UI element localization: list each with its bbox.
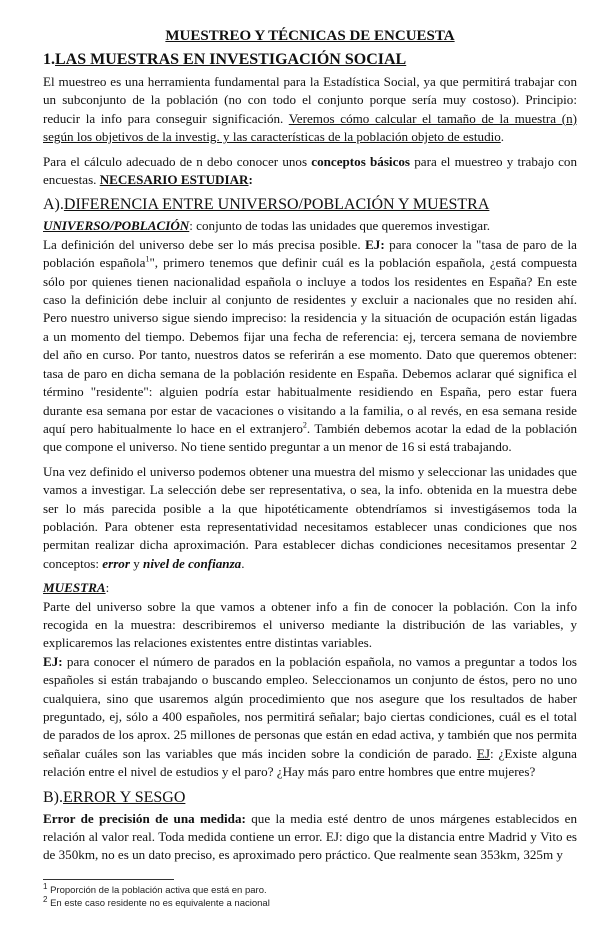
- section-label: ERROR Y SESGO: [63, 788, 186, 806]
- text-run: ", primero tenemos que definir cuál es la población española, ¿está compuesta sólo por quienes tienen nacionalidad española o incluye a todos los residentes en España? En este caso la definición debe incluir al conjunto de residentes y excluir a nacionales que no residen ahí. Pero nuestro universo sigue siendo impreciso: la residencia y la situación de ocupación están ligadas a un momento del tiempo. Debemos fijar una fecha de referencia: ej, tercera semana de noviembre del año en curso. Por tanto, nuestros datos se referirán a ese momento. Dato que queremos obtener: tasa de paro en dicha semana de la población residente en España. Debemos aclarar qué significa el término "residente": alguien podría estar habitualmente residiendo en España, pero estar fuera durante esa semana por estar de vacaciones o visitando a la familia, o al revés, en esa semana reside aquí pero habitualmente lo hace en el extranjero: [43, 255, 578, 436]
- text-run: para conocer el número de parados en la población española, no vamos a preguntar a todos los españoles si están trabajando o buscando empleo. Seleccionamos un conjunto de éstos, pero no uno cualquiera, sino que usaremos algún procedimiento que nos asegure que los resultados de haber preguntado, ej, sólo a 400 españoles, nos permitirá señalar; bajo ciertas condiciones, cuál es el total de parados de los aprox. 25 millones de personas que están en edad activa, y también que nos permita señalar cuáles son las variables que más inciden sobre la condición de parado.: [43, 653, 577, 761]
- term: MUESTRA: [43, 580, 106, 596]
- paragraph-concepts: [43, 153, 577, 190]
- text-run-bold: conceptos básicos: [311, 153, 411, 169]
- footnote-ref[interactable]: 1: [145, 254, 150, 264]
- footnote-area: [43, 871, 577, 930]
- definition: : conjunto de todas las unidades que queremos investigar.: [189, 218, 490, 234]
- paragraph-error: [43, 810, 577, 865]
- muestra-heading: [43, 579, 577, 597]
- text-run-bold: EJ:: [365, 236, 385, 252]
- text-run: Para el cálculo adecuado de n debo conocer unos: [43, 153, 312, 169]
- section-number: B).: [43, 788, 63, 806]
- footnote-text: En este caso residente no es equivalente a nacional: [47, 897, 270, 909]
- text-run-underlined: Veremos cómo calcular el tamaño de la muestra (n) según los objetivos de la investig. y las características de la población objeto de estudio: [43, 110, 577, 145]
- section-label: LAS MUESTRAS EN INVESTIGACIÓN SOCIAL: [55, 51, 407, 68]
- footnote-1: [43, 881, 577, 897]
- text-run-bold: Error de precisión de una medida:: [43, 810, 246, 826]
- document-page: [43, 0, 577, 865]
- section-1-heading: [43, 50, 577, 70]
- text-run: : ¿Existe alguna relación entre el nivel de estudios y el paro? ¿Hay más paro entre hombres que entre mujeres?: [43, 745, 577, 780]
- text-run-bold-italic: nivel de confianza: [143, 555, 242, 571]
- paragraph-intro: [43, 73, 577, 147]
- footnote-text: Proporción de la población activa que está en paro.: [47, 884, 267, 896]
- text-run: para conocer la "tasa de paro de la población española: [43, 236, 577, 271]
- footnote-2: [43, 894, 577, 910]
- section-label: DIFERENCIA ENTRE UNIVERSO/POBLACIÓN Y MUESTRA: [63, 196, 490, 214]
- footnote-separator: [43, 879, 174, 880]
- text-run: .: [500, 129, 505, 145]
- text-run: :: [248, 172, 253, 188]
- section-number: 1.: [43, 51, 55, 68]
- section-b-heading: [43, 788, 577, 808]
- text-run-bold: EJ:: [43, 653, 63, 669]
- section-number: A).: [43, 196, 64, 214]
- universo-definition: [43, 217, 577, 235]
- colon: :: [105, 580, 110, 596]
- footnote-ref[interactable]: 2: [302, 420, 307, 430]
- paragraph-representatividad: [43, 463, 577, 573]
- footnote-number: 1: [43, 881, 48, 891]
- footnotes: [43, 881, 577, 910]
- text-run: que la media esté dentro de unos márgenes establecidos en relación al valor real. Toda medida contiene un error. EJ: digo que la distancia entre Madrid y Vito es de 350km, no es un dato preciso, es aproximado pero práctico. Que realmente sean 353km, 325m y: [43, 810, 577, 863]
- text-run: para el muestreo y trabajo con encuestas.: [43, 153, 577, 188]
- term: UNIVERSO/POBLACIÓN: [43, 218, 190, 234]
- document-title: MUESTREO Y TÉCNICAS DE ENCUESTA: [165, 28, 455, 44]
- text-run: y: [129, 555, 144, 571]
- text-run: . También debemos acotar la edad de la población que compone el universo. No tiene sentido preguntar a un menor de 16 si está trabajando.: [43, 420, 577, 455]
- paragraph-universo: [43, 236, 577, 457]
- footnote-number: 2: [43, 894, 48, 904]
- text-run: El muestreo es una herramienta fundamental para la Estadística Social, ya que permitirá trabajar con un subconjunto de la población (no con todo el conjunto porque sería muy costoso). Principio: reducir la info para conseguir significación.: [43, 74, 577, 126]
- paragraph-ejemplo: [43, 653, 577, 782]
- text-run-bold-underlined: NECESARIO ESTUDIAR: [99, 172, 249, 188]
- text-run: .: [241, 555, 245, 571]
- text-run-underlined: EJ: [476, 745, 490, 761]
- text-run-bold-italic: error: [102, 555, 130, 571]
- text-run: La definición del universo debe ser lo más precisa posible.: [43, 236, 366, 252]
- text-run: Una vez definido el universo podemos obtener una muestra del mismo y seleccionar las unidades que vamos a investigar. La selección debe ser representativa, o sea, la info. obtenida en la muestra debe ser lo más parecida posible a la que hipotéticamente obtendríamos si investigásemos toda la población. Para obtener esta representatividad necesitamos establecer unas condiciones que nos permitan realizar dicha aproximación. Para establecer dichas condiciones necesitamos presentar 2 conceptos:: [43, 463, 577, 571]
- section-a-heading: [43, 195, 577, 215]
- paragraph-muestra: Parte del universo sobre la que vamos a obtener info a fin de conocer la población. Con la info recogida en la muestra: describiremos el universo mediante la distribución de las variables, y explicaremos las relaciones existentes entre distintas variables.: [43, 598, 577, 651]
